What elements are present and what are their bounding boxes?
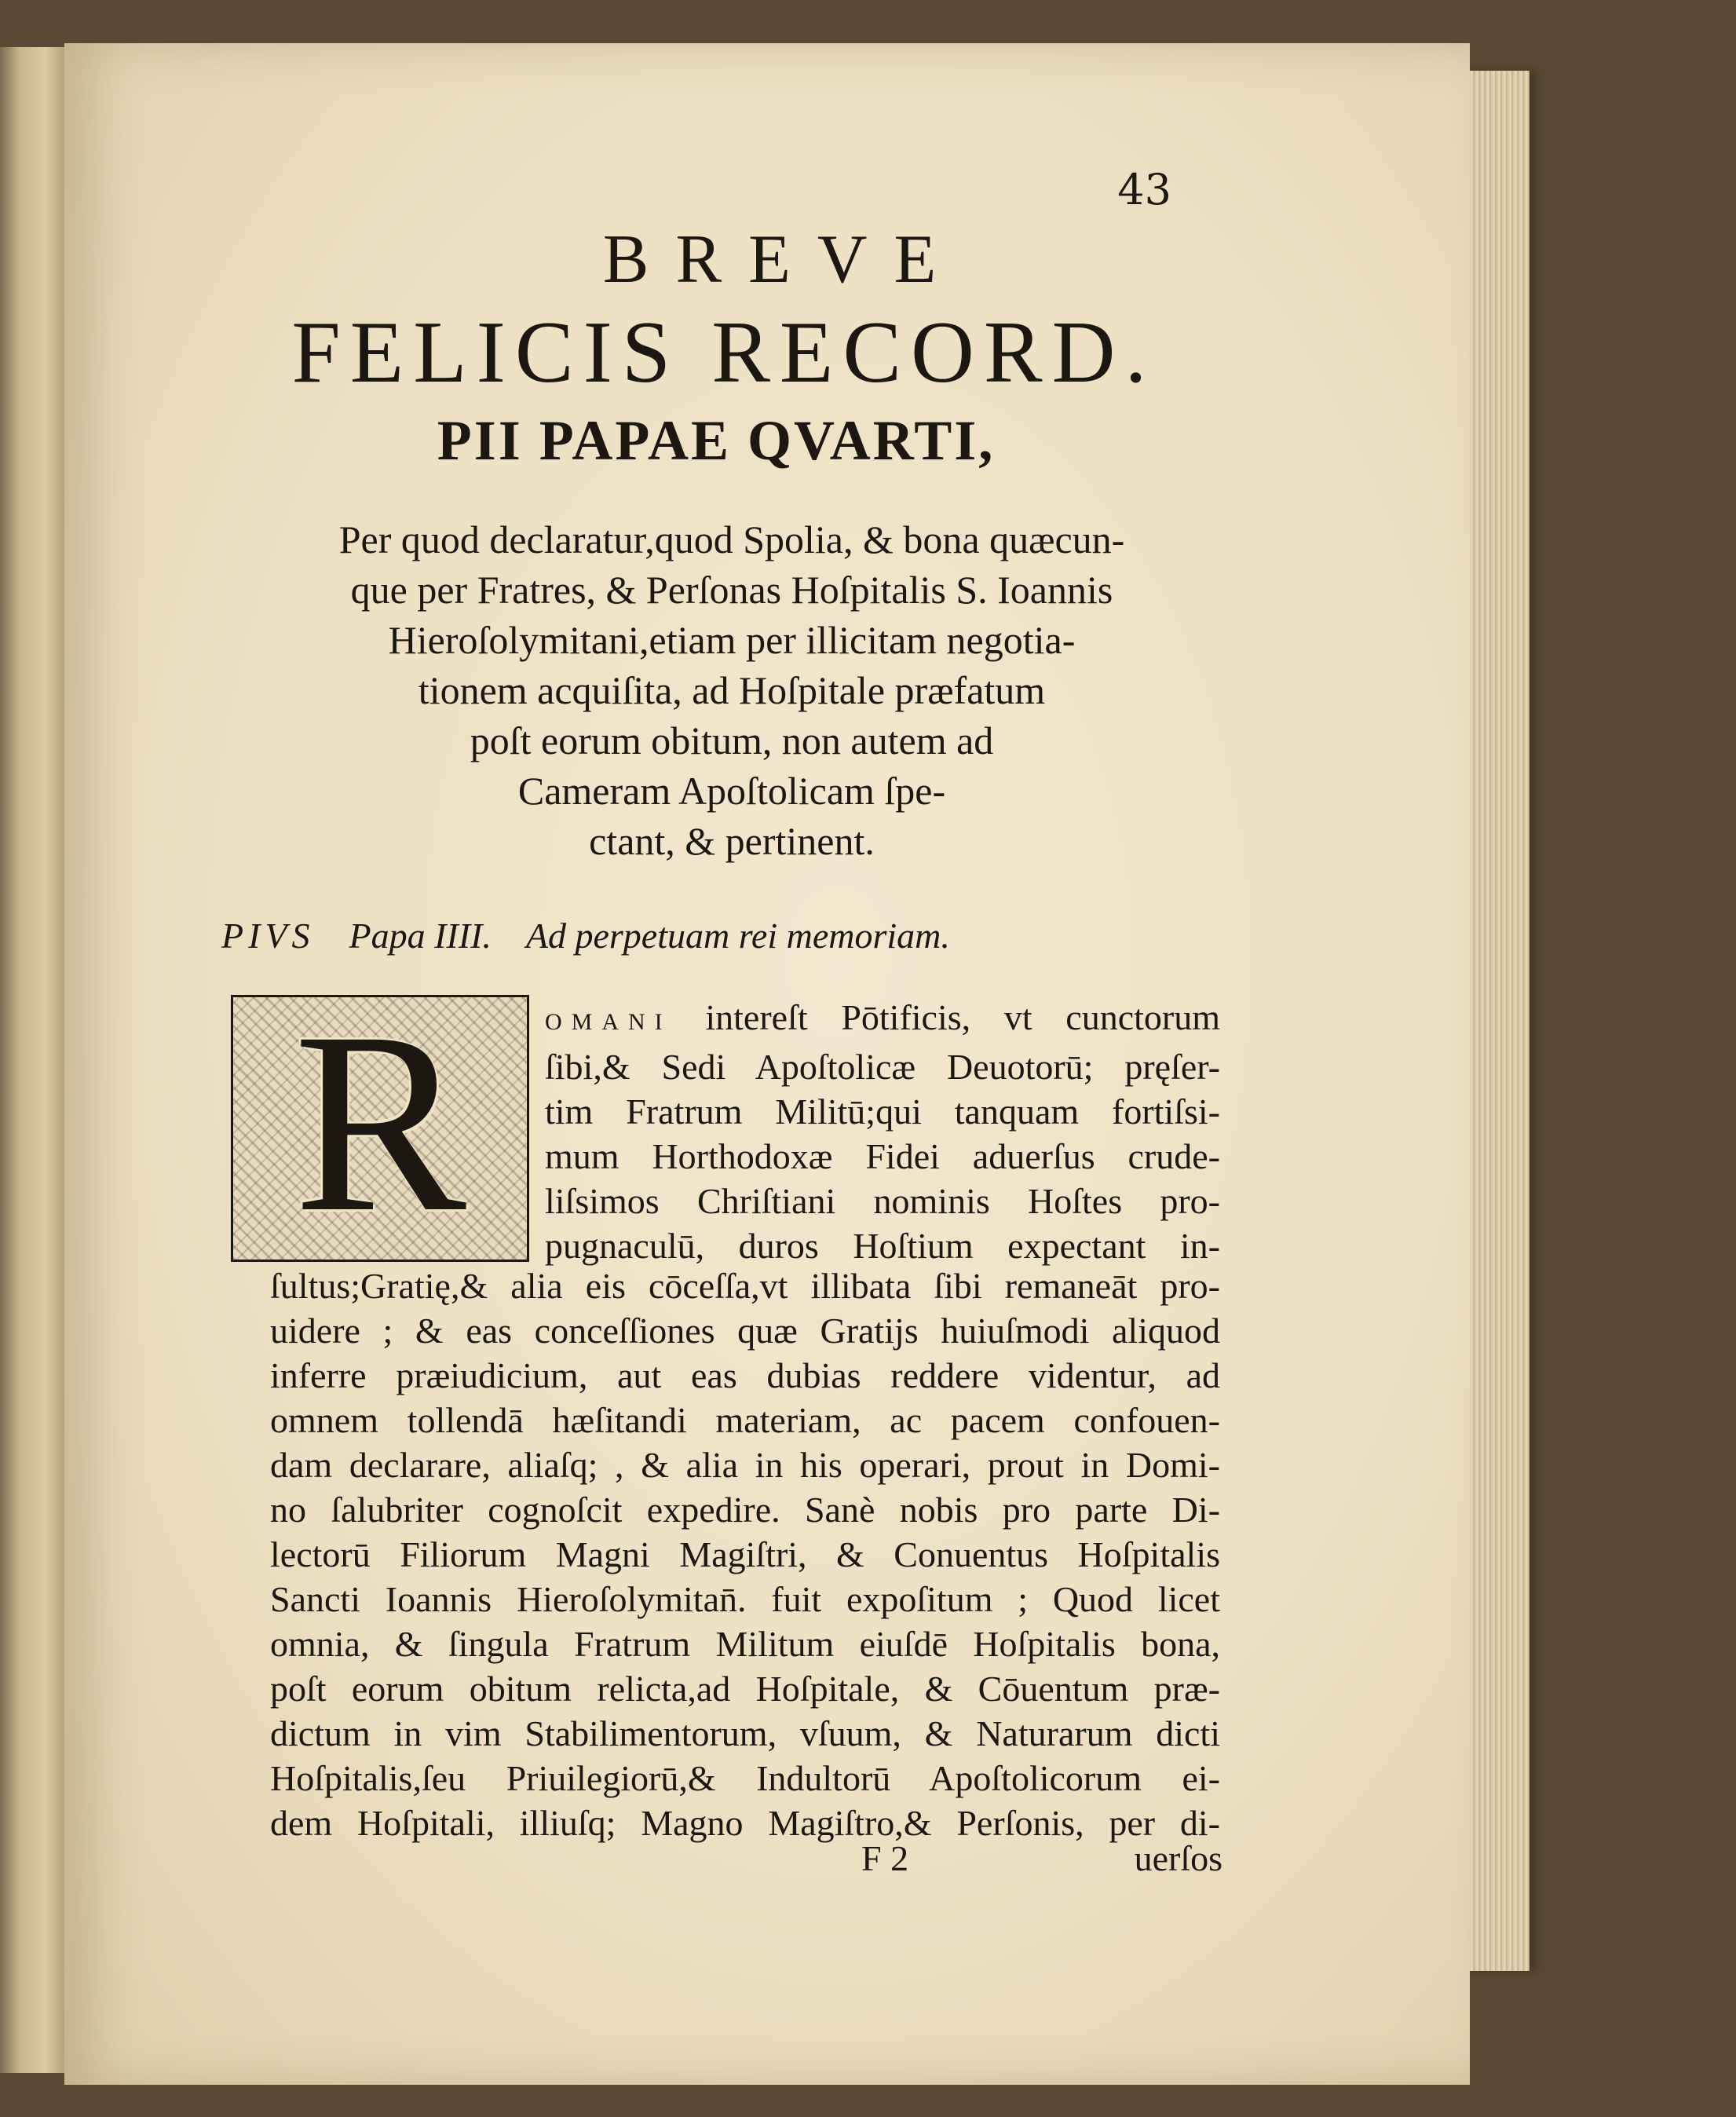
- first-word-smallcaps: OMANI: [545, 1009, 672, 1035]
- page-footer: [861, 1837, 1223, 1879]
- text-line: inferre præiudicium, aut eas dubias reddere videntur, ad: [270, 1355, 1220, 1395]
- text-line: liſsimos Chriſtiani nominis Hoſtes pro-: [545, 1181, 1220, 1221]
- subtitle-line: que per Fratres, & Perſonas Hoſpitalis S. Ioannis: [350, 568, 1113, 612]
- text-line: dam declarare, aliaſq; , & alia in his operari, prout in Domi-: [270, 1445, 1220, 1485]
- salutation-pius: PIVS: [221, 916, 315, 956]
- text-line: ſultus;Gratię,& alia eis cōceſſa,vt illibata ſibi remaneāt pro-: [270, 1266, 1220, 1306]
- subtitle-line: Hieroſolymitani,etiam per illicitam negotia-: [388, 618, 1076, 662]
- body-text: [270, 1263, 1220, 1845]
- text-line: no ſalubriter cognoſcit expedire. Sanè nobis pro parte Di-: [270, 1490, 1220, 1530]
- title-line-1: BREVE: [602, 221, 963, 298]
- text-line: ſibi,& Sedi Apoſtolicæ Deuotorū; pręſer-: [545, 1047, 1220, 1087]
- subtitle-line: tionem acquiſita, ad Hoſpitale præfatum: [418, 668, 1046, 712]
- subtitle-block: [214, 514, 1250, 866]
- left-page-edge: [0, 47, 66, 2073]
- text-line: Hoſpitalis,ſeu Priuilegiorū,& Indultorū Apoſtolicorum ei-: [270, 1758, 1220, 1798]
- decorated-initial: [231, 979, 529, 1266]
- text-line: Sancti Ioannis Hieroſolymitan̄. fuit expoſitum ; Quod licet: [270, 1579, 1220, 1619]
- title-line-3: PII PAPAE QVARTI,: [437, 409, 996, 472]
- subtitle-line: ctant, & pertinent.: [589, 819, 875, 863]
- salutation-line: [221, 915, 1226, 956]
- catchword: uerſos: [1134, 1838, 1223, 1878]
- text-beside-initial: [545, 995, 1220, 1268]
- text-line: omnia, & ſingula Fratrum Militum eiuſdē Hoſpitalis bona,: [270, 1624, 1220, 1664]
- salutation-memoria: Ad perpetuam rei memoriam.: [525, 916, 950, 956]
- text-line: poſt eorum obitum relicta,ad Hoſpitale, & Cōuentum præ-: [270, 1669, 1220, 1709]
- text-line: tim Fratrum Militū;qui tanquam fortiſsi-: [545, 1091, 1220, 1132]
- text-line: mum Horthodoxæ Fidei aduerſus crude-: [545, 1136, 1220, 1176]
- text-line: omnem tollendā hæſitandi materiam, ac pacem confouen-: [270, 1400, 1220, 1440]
- salutation-papa: Papa IIII.: [349, 916, 492, 956]
- text-line: dictum in vim Stabilimentorum, vſuum, & Naturarum dicti: [270, 1713, 1220, 1753]
- subtitle-line: Per quod declaratur,quod Spolia, & bona quæcun-: [338, 517, 1125, 561]
- book-page: [64, 43, 1470, 2085]
- subtitle-line: Cameram Apoſtolicam ſpe-: [517, 769, 946, 813]
- text-line: dem Hoſpitali, illiuſq; Magno Magiſtro,& Perſonis, per di-: [270, 1803, 1220, 1843]
- page-number: 43: [1117, 165, 1171, 214]
- first-line-rest: intereſt Pōtificis, vt cunctorum: [705, 997, 1221, 1037]
- initial-letter: R: [293, 979, 467, 1266]
- text-line: pugnaculū, duros Hoſtium expectant in-: [545, 1226, 1220, 1266]
- signature-mark: F 2: [861, 1838, 909, 1878]
- subtitle-line: poſt eorum obitum, non autem ad: [470, 718, 994, 762]
- text-line: uidere ; & eas conceſſiones quæ Gratijs huiuſmodi aliquod: [270, 1311, 1220, 1351]
- title-line-2: FELICIS RECORD.: [291, 304, 1157, 401]
- text-line: lectorū Filiorum Magni Magiſtri, & Conuentus Hoſpitalis: [270, 1534, 1220, 1574]
- text-line: [545, 995, 1220, 1044]
